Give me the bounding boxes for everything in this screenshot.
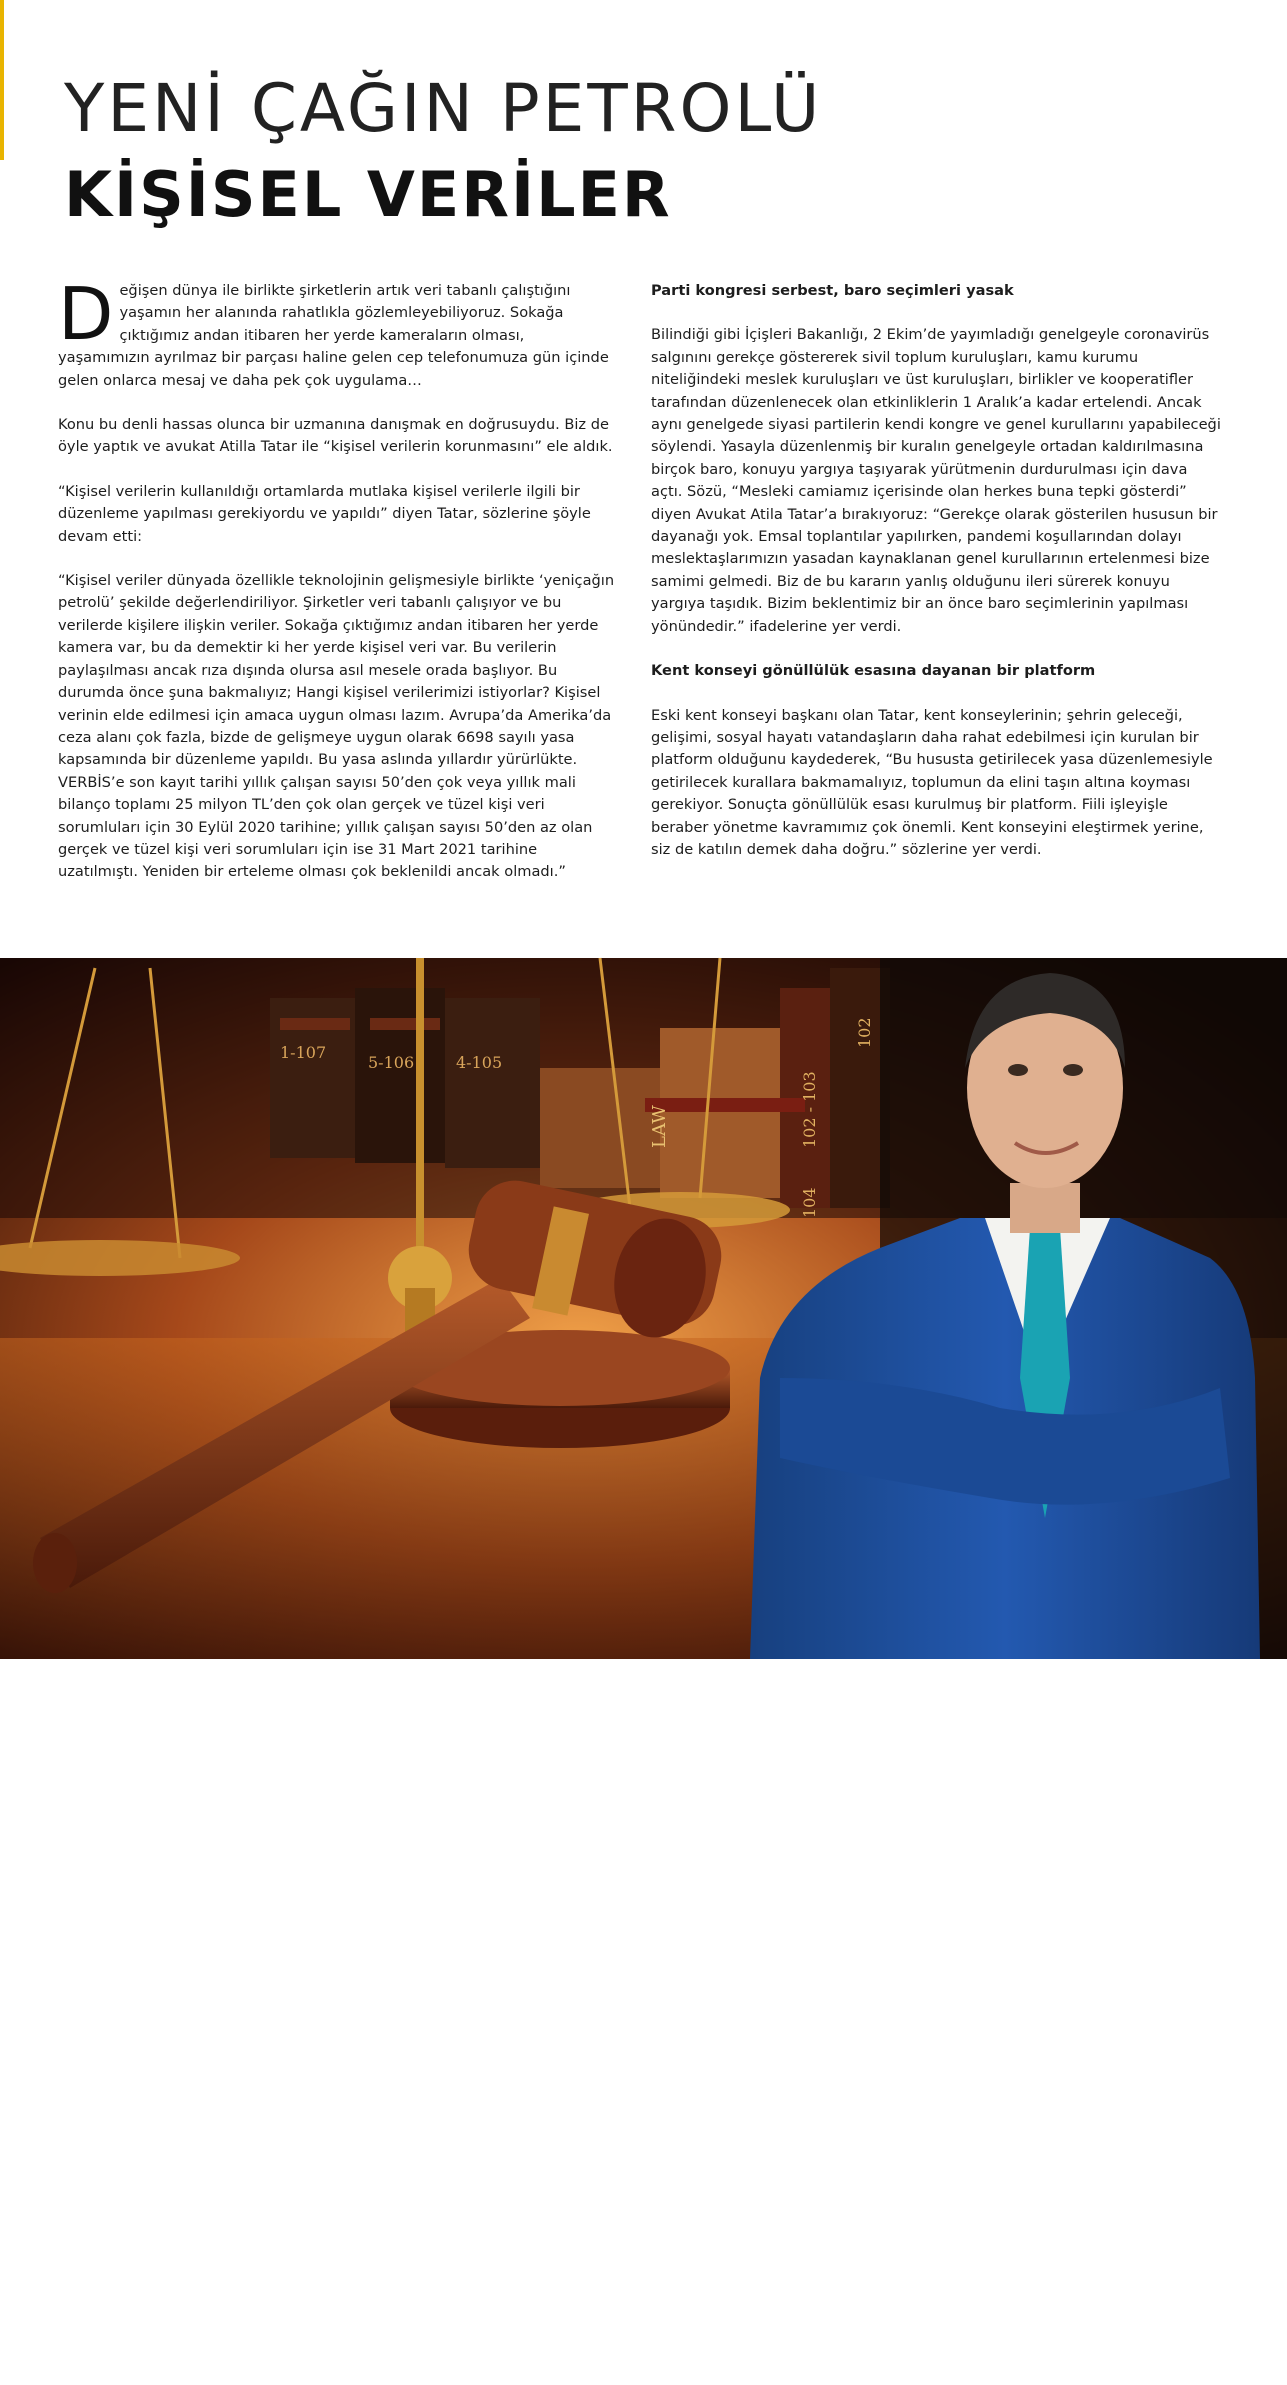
intro-text: eğişen dünya ile birlikte şirketlerin artık veri tabanlı çalıştığını yaşamın her alanında rahatlıkla gözlemleyebiliyoruz. Sokağa çıktığımız andan itibaren her yerde kameraların olması, yaşamımızın ayrılmaz bir parçası haline gelen cep telefonumuza gün içinde gelen onlarca mesaj ve daha pek çok uygulama…	[58, 282, 609, 389]
subheading: Kent konseyi gönüllülük esasına dayanan bir platform	[651, 662, 1096, 680]
title-line-2: KİŞİSEL VERİLER	[64, 158, 672, 231]
accent-bar	[0, 0, 4, 160]
book-label: 4-105	[456, 1053, 503, 1072]
feature-photo	[0, 958, 1287, 2383]
book-label: 1-107	[280, 1043, 327, 1062]
paragraph: Bilindiği gibi İçişleri Bakanlığı, 2 Ekim’de yayımladığı genelgeyle coronavirüs salgınını gerekçe göstererek sivil toplum kuruluşları, kamu kurumu niteliğindeki meslek kuruluşları ve üst kuruluşları, birlikler ve kooperatifler tarafından düzenlenecek olan etkinliklerin 1 Aralık’a kadar ertelendi. Ancak aynı genelgede siyasi partilerin kendi kongre ve genel kurullarını yapabileceği söylendi. Yasayla düzenlenmiş bir kuralın genelgeyle ortadan kaldırılmasına birçok baro, konuyu yargıya taşıyarak yürütmenin durdurulması için dava açtı. Sözü, “Mesleki camiamız içerisinde olan herkes buna tepki gösterdi” diyen Avukat Atila Tatar’a bırakıyoruz: “Gerekçe olarak gösterilen hususun bir dayanağı yok. Emsal toplantılar yapılırken, pandemi koşullarından dolayı meslektaşlarımızın yasadan kaynaklanan genel kurullarının ertelenmesi bize samimi gelmedi. Biz de bu kararın yanlış olduğunu ileri sürerek konuyu yargıya taşıdık. Bizim beklentimiz bir an önce baro seçimlerinin yapılması yönündedir.” ifadelerine yer verdi.	[651, 326, 1221, 635]
left-column	[58, 272, 618, 906]
photo-caption	[1026, 2343, 1139, 2385]
quote-paragraph: “Kişisel veriler dünyada özellikle teknolojinin gelişmesiyle birlikte ‘yeniçağın petrolü’ şekilde değerlendiriliyor. Şirketler veri tabanlı çalışıyor ve bu verilerde kişilere ilişkin veriler. Sokağa çıktığımız andan itibaren her yerde kamera var, bu da demektir ki her yerde kişisel veri var. Bu verilerin paylaşılması ancak rıza dışında olursa asıl mesele orada başlıyor. Bu durumda önce şuna bakmalıyız; Hangi kişisel verilerimizi istiyorlar? Kişisel verinin elde edilmesi için amaca uygun olması lazım. Avrupa’da Amerika’da ceza alanı çok fazla, bizde de gelişmeye uygun olarak 6698 sayılı yasa kapsamında bir düzenleme yapıldı. Bu yasa aslında yıllardır yürürlükte. VERBİS’e son kayıt tarihi yıllık çalışan sayısı 50’den çok veya yıllık mali bilanço toplamı 25 milyon TL’den çok olan gerçek ve tüzel kişi veri sorumluları için 30 Eylül 2020 tarihine; yıllık çalışan sayısı 50’den az olan gerçek ve tüzel kişi veri sorumluları için ise 31 Mart 2021 tarihine uzatılmıştı. Yeniden bir erteleme olması çok beklenildi ancak olmadı.”	[58, 572, 615, 881]
book-label: 104	[800, 1187, 819, 1218]
title-line-1: YENİ ÇAĞIN PETROLÜ	[64, 70, 823, 147]
right-column	[651, 280, 1221, 883]
paragraph: “Kişisel verilerin kullanıldığı ortamlarda mutlaka kişisel verilerle ilgili bir düzenleme yapılması gerekiyordu ve yapıldı” diyen Tatar, sözlerine şöyle devam etti:	[58, 482, 591, 545]
paragraph: Konu bu denli hassas olunca bir uzmanına danışmak en doğrusuydu. Biz de öyle yaptık ve avukat Atilla Tatar ile “kişisel verilerin korunmasını” ele aldık.	[58, 416, 613, 456]
intro-paragraph	[58, 272, 618, 392]
subheading: Parti kongresi serbest, baro seçimleri yasak	[651, 282, 1014, 299]
book-label: 5-106	[368, 1053, 415, 1072]
book-label: LAW	[649, 1105, 670, 1148]
photo-illustration	[0, 958, 1287, 1659]
book-label: 102 - 103	[800, 1071, 819, 1148]
paragraph: Eski kent konseyi başkanı olan Tatar, kent konseylerinin; şehrin geleceği, gelişimi, sosyal hayatı vatandaşların daha rahat edebilmesi için kurulan bir platform olduğunu kaydederek, “Bu hususta getirilecek yasa düzenlemesiyle getirilecek kurallara bakmamalıyız, toplumun da elini taşın altına koyması gerekiyor. Sonuçta gönüllülük esası kurulmuş bir platform. Fiili işleyişle beraber yönetme kavramımız çok önemli. Kent konseyini eleştirmek yerine, siz de katılın demek daha doğru.” sözlerine yer verdi.	[651, 706, 1213, 858]
book-label: 102	[855, 1017, 874, 1048]
dropcap: D	[58, 272, 114, 356]
caption-title: AVUKAT	[1026, 2365, 1098, 2383]
caption-name: ATİLA TATAR	[1026, 2344, 1140, 2362]
